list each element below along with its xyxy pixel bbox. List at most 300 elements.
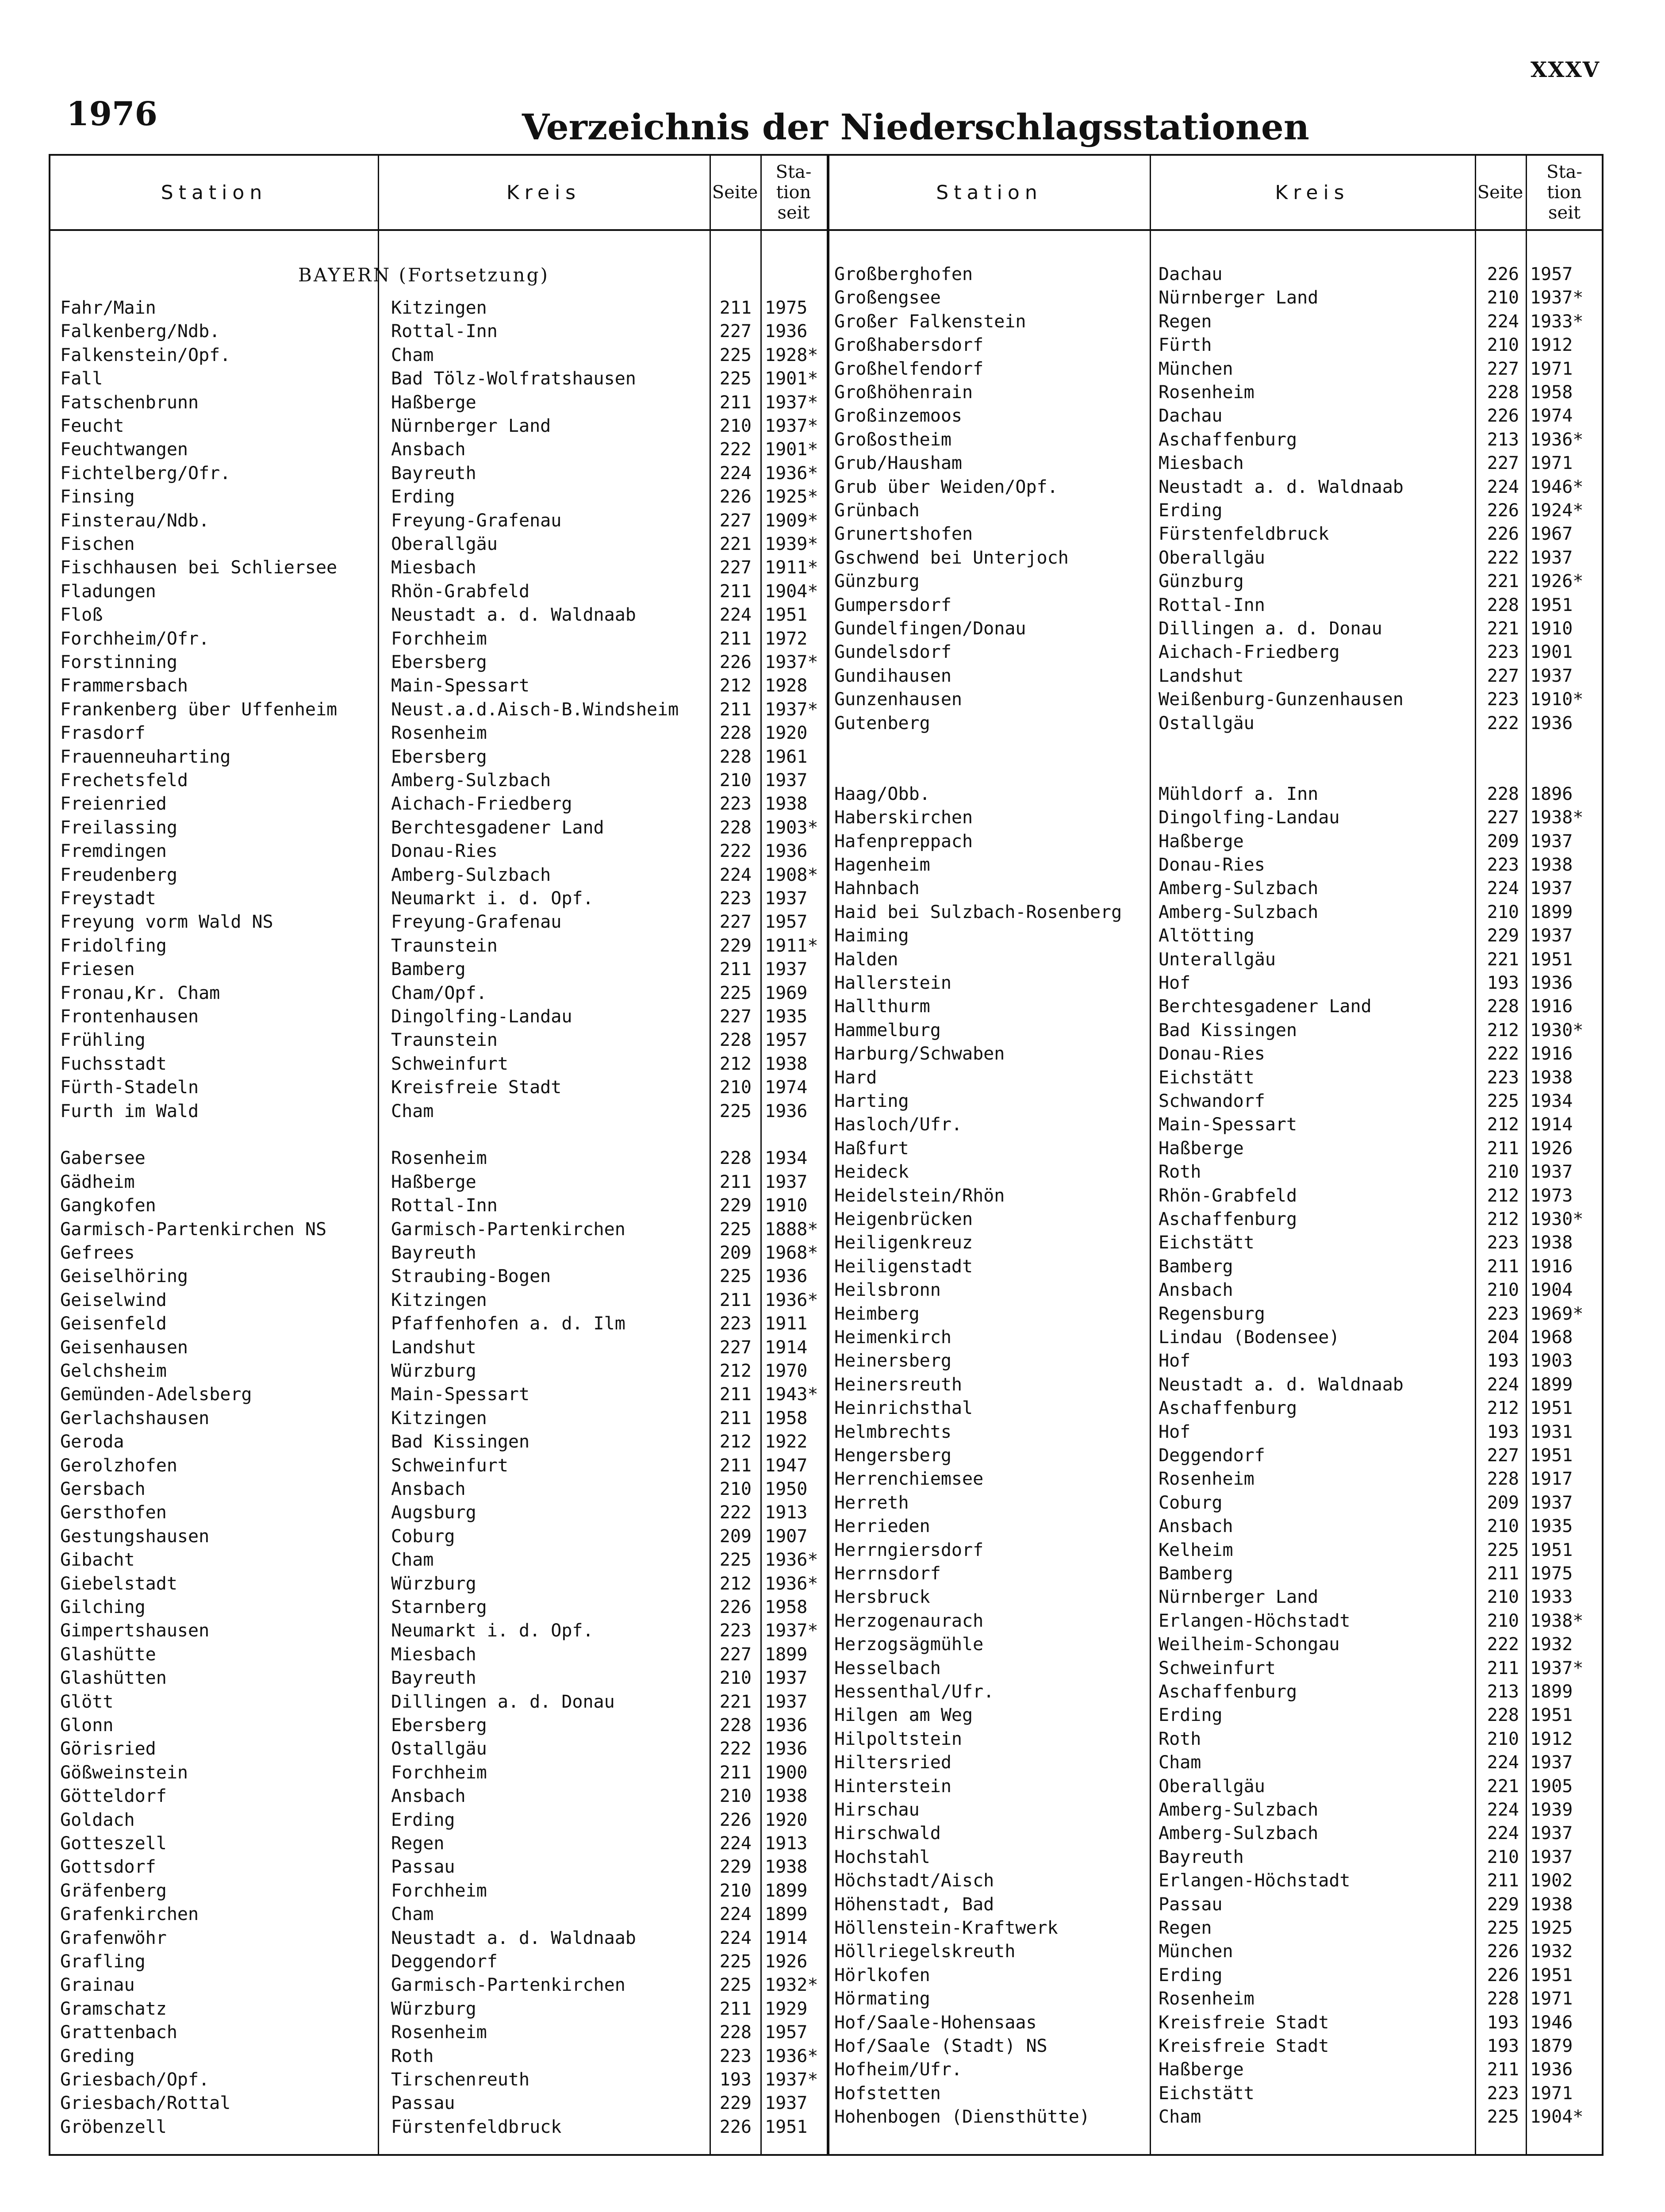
table-row: [50, 1326, 1599, 1349]
seite-number: 229: [719, 1857, 752, 1878]
header-station-seit: [1526, 156, 1603, 229]
seite-number: 224: [1487, 1823, 1519, 1844]
kreis-name: Cham: [391, 1904, 434, 1925]
seite-number: 224: [719, 605, 752, 626]
table-row: [50, 1373, 1599, 1396]
kreis-name: Neustadt a. d. Waldnaab: [1159, 476, 1404, 497]
kreis-name: Amberg-Sulzbach: [1159, 902, 1319, 922]
seite-number: 222: [719, 1739, 752, 1759]
station-since: 1947: [765, 1455, 808, 1476]
kreis-name: Dingolfing-Landau: [1159, 807, 1340, 828]
table-row: [50, 1421, 1599, 1444]
table-row: [50, 617, 1599, 640]
kreis-name: Würzburg: [391, 1361, 476, 1381]
station-name: Hirschau: [834, 1800, 920, 1820]
seite-number: 227: [1487, 1445, 1519, 1466]
station-since: 1934: [1530, 1091, 1573, 1111]
kreis-name: Weilheim-Schongau: [1159, 1634, 1340, 1655]
station-name: Heigenbrücken: [834, 1209, 973, 1229]
station-since: 1913: [765, 1833, 808, 1854]
station-since: 1936: [765, 1266, 808, 1287]
seite-number: 226: [719, 487, 752, 507]
station-name: Hörlkofen: [834, 1965, 930, 1985]
seite-number: 225: [719, 1550, 752, 1571]
station-name: Geiselhöring: [60, 1266, 188, 1287]
seite-number: 221: [1487, 949, 1519, 970]
station-name: Gädheim: [60, 1171, 135, 1192]
station-since: 1912: [1530, 335, 1573, 356]
seite-number: 228: [1487, 783, 1519, 804]
station-name: Friesen: [60, 959, 135, 980]
kreis-name: Cham/Opf.: [391, 983, 487, 1003]
station-since: 1937: [1530, 878, 1573, 899]
station-name: Hirschwald: [834, 1823, 941, 1844]
seite-number: 210: [1487, 1280, 1519, 1301]
seite-number: 226: [1487, 524, 1519, 545]
seite-number: 212: [1487, 1114, 1519, 1135]
station-name: Frammersbach: [60, 676, 188, 696]
kreis-name: Erding: [1159, 1965, 1223, 1985]
kreis-name: Amberg-Sulzbach: [1159, 1823, 1319, 1844]
kreis-name: Pfaffenhofen a. d. Ilm: [391, 1313, 625, 1334]
seite-number: 222: [719, 439, 752, 460]
seite-number: 223: [1487, 2083, 1519, 2104]
kreis-name: Bayreuth: [391, 1243, 476, 1263]
seite-number: 211: [719, 1455, 752, 1476]
station-name: Herrnsdorf: [834, 1563, 941, 1584]
station-name: Görisried: [60, 1739, 156, 1759]
seite-number: 222: [719, 1502, 752, 1523]
kreis-name: Aichach-Friedberg: [391, 794, 572, 814]
station-name: Fladungen: [60, 581, 156, 602]
kreis-name: Neust.a.d.Aisch-B.Windsheim: [391, 699, 679, 720]
kreis-name: Cham: [1159, 1752, 1201, 1773]
station-name: Höchstadt/Aisch: [834, 1870, 994, 1891]
kreis-name: Starnberg: [391, 1597, 487, 1617]
kreis-name: Berchtesgadener Land: [1159, 996, 1372, 1017]
station-since: 1958: [1530, 382, 1573, 403]
station-since: 1937: [765, 770, 808, 791]
station-name: Großhabersdorf: [834, 335, 984, 356]
table-row: [50, 1208, 1599, 1231]
seite-number: 209: [719, 1243, 752, 1263]
kreis-name: Ebersberg: [391, 746, 487, 767]
station-since: 1917: [1530, 1469, 1573, 1490]
kreis-name: Rottal-Inn: [1159, 595, 1265, 615]
station-since: 1925*: [765, 487, 818, 507]
station-since: 1899: [765, 1880, 808, 1901]
seite-number: 225: [1487, 1091, 1519, 1111]
station-name: Hinterstein: [834, 1776, 951, 1797]
kreis-name: Schweinfurt: [1159, 1658, 1276, 1678]
kreis-name: Erding: [1159, 1705, 1223, 1726]
station-name: Gefrees: [60, 1243, 135, 1263]
seite-number: 223: [1487, 689, 1519, 710]
station-name: Hörmating: [834, 1989, 930, 2009]
kreis-name: Hof: [1159, 1421, 1191, 1442]
seite-number: 228: [1487, 382, 1519, 403]
station-since: 1937: [1530, 831, 1573, 852]
station-since: 1931: [1530, 1421, 1573, 1442]
kreis-name: Hof: [1159, 973, 1191, 993]
seite-number: 210: [719, 1077, 752, 1098]
station-name: Gimpertshausen: [60, 1621, 210, 1641]
kreis-name: Nürnberger Land: [391, 416, 551, 436]
kreis-name: Neustadt a. d. Waldnaab: [1159, 1374, 1404, 1395]
kreis-name: Amberg-Sulzbach: [1159, 878, 1319, 899]
station-name: Gemünden-Adelsberg: [60, 1384, 252, 1405]
kreis-name: Tirschenreuth: [391, 2070, 530, 2090]
station-name: Hagenheim: [834, 855, 930, 875]
station-name: Greding: [60, 2046, 135, 2066]
kreis-name: Erding: [391, 1809, 455, 1830]
seite-number: 211: [719, 1290, 752, 1310]
kreis-name: Ostallgäu: [391, 1739, 487, 1759]
station-name: Hof/Saale-Hohensaas: [834, 2012, 1037, 2033]
seite-number: 210: [1487, 902, 1519, 922]
station-name: Glonn: [60, 1715, 114, 1736]
kreis-name: Oberallgäu: [1159, 1776, 1265, 1797]
kreis-name: Nürnberger Land: [1159, 1587, 1319, 1608]
station-since: 1911: [765, 1313, 808, 1334]
station-name: Frasdorf: [60, 723, 146, 744]
station-since: 1938: [765, 1786, 808, 1807]
kreis-name: Deggendorf: [1159, 1445, 1265, 1466]
kreis-name: Main-Spessart: [391, 676, 530, 696]
seite-number: 226: [1487, 264, 1519, 284]
seite-number: 211: [719, 628, 752, 649]
seite-number: 228: [719, 2022, 752, 2043]
station-name: Gabersee: [60, 1148, 146, 1169]
station-since: 1937: [1530, 1752, 1573, 1773]
table-row: [50, 1586, 1599, 1609]
station-name: Freyung vorm Wald NS: [60, 912, 273, 933]
table-row: [50, 1279, 1599, 1302]
station-since: 1957: [765, 912, 808, 933]
header-seit-line: tion: [776, 182, 811, 203]
station-name: Grünbach: [834, 500, 920, 521]
kreis-name: Coburg: [1159, 1492, 1223, 1513]
kreis-name: Bamberg: [391, 959, 466, 980]
seite-number: 193: [1487, 1351, 1519, 1371]
seite-number: 224: [719, 1904, 752, 1925]
seite-number: 193: [1487, 2036, 1519, 2056]
station-name: Geisenhausen: [60, 1337, 188, 1358]
station-name: Heideck: [834, 1162, 909, 1183]
header-seit-line: seit: [1548, 203, 1581, 223]
station-since: 1922: [765, 1432, 808, 1452]
kreis-name: Nürnberger Land: [1159, 288, 1319, 308]
station-name: Grattenbach: [60, 2022, 177, 2043]
table-row: [50, 1609, 1599, 1632]
table-row: [50, 1751, 1599, 1774]
station-name: Fronau,Kr. Cham: [60, 983, 220, 1003]
kreis-name: Cham: [391, 1101, 434, 1121]
kreis-name: Oberallgäu: [1159, 547, 1265, 568]
station-name: Harting: [834, 1091, 909, 1111]
table-row: [50, 1869, 1599, 1892]
station-name: Gutenberg: [834, 713, 930, 733]
kreis-name: Fürstenfeldbruck: [391, 2116, 562, 2137]
seite-number: 227: [719, 1006, 752, 1027]
station-table: [49, 154, 1604, 2156]
station-since: 1901*: [765, 439, 818, 460]
kreis-name: Passau: [391, 1857, 455, 1878]
table-row: [50, 948, 1599, 971]
seite-number: 221: [719, 1691, 752, 1712]
kreis-name: Rhön-Grabfeld: [1159, 1185, 1297, 1206]
seite-number: 226: [1487, 1965, 1519, 1985]
station-name: Gößweinstein: [60, 1762, 188, 1783]
kreis-name: Regen: [391, 1833, 445, 1854]
station-name: Fuchsstadt: [60, 1053, 167, 1074]
kreis-name: Aschaffenburg: [1159, 1682, 1297, 1702]
header-station-seit: [760, 156, 827, 229]
table-row: [50, 1019, 1599, 1042]
kreis-name: Kitzingen: [391, 1408, 487, 1429]
station-since: 1911*: [765, 557, 818, 578]
station-name: Gräfenberg: [60, 1880, 167, 1901]
header-kreis: Kreis: [506, 181, 581, 204]
station-since: 1957: [1530, 264, 1573, 284]
station-name: Gramschatz: [60, 1998, 167, 2019]
kreis-name: Ansbach: [391, 1479, 466, 1499]
kreis-name: Neumarkt i. d. Opf.: [391, 888, 594, 909]
kreis-name: Rosenheim: [391, 723, 487, 744]
table-row: [50, 664, 1599, 687]
station-since: 1902: [1530, 1870, 1573, 1891]
station-since: 1928*: [765, 345, 818, 365]
seite-number: 225: [719, 345, 752, 365]
station-name: Giebelstadt: [60, 1573, 177, 1594]
station-name: Hochstahl: [834, 1847, 930, 1867]
station-name: Geiselwind: [60, 1290, 167, 1310]
station-since: 1901*: [765, 369, 818, 389]
station-name: Grunertshofen: [834, 524, 973, 545]
station-since: 1920: [765, 1809, 808, 1830]
station-name: Hessenthal/Ufr.: [834, 1682, 994, 1702]
table-row: [50, 1775, 1599, 1798]
station-since: 1933*: [1530, 311, 1584, 332]
station-name: Großhelfendorf: [834, 358, 984, 379]
seite-number: 228: [1487, 996, 1519, 1017]
station-since: 1888*: [765, 1219, 818, 1240]
kreis-name: Ebersberg: [391, 1715, 487, 1736]
kreis-name: Kreisfreie Stadt: [1159, 2036, 1329, 2056]
station-name: Grafling: [60, 1951, 146, 1972]
kreis-name: Rottal-Inn: [391, 1195, 498, 1216]
station-name: Hofheim/Ufr.: [834, 2059, 962, 2080]
station-since: 1908*: [765, 864, 818, 885]
kreis-name: Bamberg: [1159, 1256, 1233, 1277]
station-name: Fall: [60, 369, 103, 389]
station-name: Fahr/Main: [60, 298, 156, 318]
station-name: Hiltersried: [834, 1752, 951, 1773]
station-name: Furth im Wald: [60, 1101, 199, 1121]
seite-number: 221: [719, 534, 752, 554]
station-since: 1972: [765, 628, 808, 649]
station-since: 1939*: [765, 534, 818, 554]
station-name: Goldach: [60, 1809, 135, 1830]
station-name: Gumpersdorf: [834, 595, 951, 615]
table-row: [50, 1846, 1599, 1869]
seite-number: 227: [1487, 807, 1519, 828]
station-name: Herrenchiemsee: [834, 1469, 984, 1490]
table-row: [50, 522, 1599, 545]
table-row: [50, 286, 1599, 309]
station-name: Gibacht: [60, 1550, 135, 1571]
station-since: 1926: [1530, 1138, 1573, 1159]
station-since: 1946: [1530, 2012, 1573, 2033]
station-since: 1899: [765, 1644, 808, 1665]
section-label: BAYERN (Fortsetzung): [298, 264, 549, 286]
station-name: Hilgen am Weg: [834, 1705, 973, 1726]
table-row: [50, 1657, 1599, 1680]
station-since: 1920: [765, 723, 808, 744]
station-name: Gerlachshausen: [60, 1408, 210, 1429]
station-name: Geroda: [60, 1432, 124, 1452]
kreis-name: Würzburg: [391, 1998, 476, 2019]
header-seit-line: tion: [1547, 182, 1582, 203]
station-name: Fürth-Stadeln: [60, 1077, 199, 1098]
seite-number: 227: [1487, 358, 1519, 379]
kreis-name: Landshut: [391, 1337, 476, 1358]
table-row: [50, 1964, 1599, 1987]
station-name: Falkenstein/Opf.: [60, 345, 231, 365]
kreis-name: Erding: [1159, 500, 1223, 521]
station-since: 1930*: [1530, 1209, 1584, 1229]
kreis-name: Unterallgäu: [1159, 949, 1276, 970]
kreis-name: Ansbach: [1159, 1280, 1233, 1301]
kreis-name: Donau-Ries: [391, 841, 498, 862]
table-row: [50, 1467, 1599, 1490]
kreis-name: Rosenheim: [1159, 382, 1255, 403]
seite-number: 211: [719, 1384, 752, 1405]
seite-number: 210: [1487, 1587, 1519, 1608]
station-since: 1932: [1530, 1634, 1573, 1655]
station-name: Herzogenaurach: [834, 1610, 984, 1631]
station-since: 1910*: [1530, 689, 1584, 710]
table-row: [50, 1066, 1599, 1089]
station-name: Hilpoltstein: [834, 1728, 962, 1749]
kreis-name: Roth: [391, 2046, 434, 2066]
table-row: [50, 594, 1599, 617]
seite-number: 224: [1487, 1800, 1519, 1820]
station-name: Grafenkirchen: [60, 1904, 199, 1925]
station-name: Herzogsägmühle: [834, 1634, 984, 1655]
station-since: 1937*: [765, 416, 818, 436]
seite-number: 210: [1487, 1162, 1519, 1183]
station-since: 1937*: [765, 652, 818, 672]
seite-number: 222: [1487, 547, 1519, 568]
station-since: 1932: [1530, 1941, 1573, 1962]
station-since: 1957: [765, 2022, 808, 2043]
seite-number: 210: [1487, 1728, 1519, 1749]
kreis-name: Miesbach: [391, 557, 476, 578]
seite-number: 228: [719, 723, 752, 744]
table-row: [50, 381, 1599, 404]
kreis-name: Donau-Ries: [1159, 855, 1265, 875]
kreis-name: Neustadt a. d. Waldnaab: [391, 1928, 636, 1948]
station-name: Harburg/Schwaben: [834, 1044, 1005, 1064]
seite-number: 224: [1487, 476, 1519, 497]
kreis-name: Regen: [1159, 1918, 1212, 1938]
table-row: [50, 924, 1599, 947]
seite-number: 228: [1487, 595, 1519, 615]
station-name: Gangkofen: [60, 1195, 156, 1216]
station-since: 1970: [765, 1361, 808, 1381]
table-row: [50, 2105, 1599, 2128]
station-since: 1930*: [1530, 1020, 1584, 1041]
station-since: 1914: [765, 1337, 808, 1358]
table-row: [50, 428, 1599, 451]
kreis-name: Ansbach: [391, 1786, 466, 1807]
station-name: Götteldorf: [60, 1786, 167, 1807]
kreis-name: Erding: [391, 487, 455, 507]
table-row: [50, 2011, 1599, 2034]
table-row: [50, 1562, 1599, 1585]
station-since: 1901: [1530, 642, 1573, 663]
station-since: 1969: [765, 983, 808, 1003]
seite-number: 221: [1487, 571, 1519, 592]
table-row: [50, 2058, 1599, 2081]
kreis-name: Aschaffenburg: [1159, 429, 1297, 450]
station-name: Gilching: [60, 1597, 146, 1617]
station-name: Grainau: [60, 1975, 135, 1996]
station-since: 1961: [765, 746, 808, 767]
station-name: Höhenstadt, Bad: [834, 1894, 994, 1915]
table-row: [50, 783, 1599, 806]
table-row: [50, 1090, 1599, 1113]
seite-number: 210: [719, 416, 752, 436]
kreis-name: Rottal-Inn: [391, 321, 498, 342]
seite-number: 211: [719, 1762, 752, 1783]
station-since: 1936: [1530, 713, 1573, 733]
kreis-name: Rosenheim: [1159, 1469, 1255, 1490]
kreis-name: Haßberge: [1159, 831, 1244, 852]
seite-number: 225: [719, 1101, 752, 1121]
station-since: 1904: [1530, 1280, 1573, 1301]
kreis-name: Freyung-Grafenau: [391, 912, 562, 933]
kreis-name: Würzburg: [391, 1573, 476, 1594]
header-station: Station: [161, 181, 268, 204]
station-since: 1971: [1530, 453, 1573, 474]
kreis-name: Amberg-Sulzbach: [391, 770, 551, 791]
seite-number: 222: [719, 841, 752, 862]
seite-number: 228: [1487, 1705, 1519, 1726]
seite-number: 227: [1487, 665, 1519, 686]
seite-number: 224: [1487, 311, 1519, 332]
table-row: [50, 712, 1599, 735]
station-since: 1950: [765, 1479, 808, 1499]
seite-number: 225: [719, 1266, 752, 1287]
seite-number: 224: [719, 1928, 752, 1948]
seite-number: 211: [719, 959, 752, 980]
station-since: 1951: [1530, 1445, 1573, 1466]
kreis-name: Straubing-Bogen: [391, 1266, 551, 1287]
station-name: Garmisch-Partenkirchen NS: [60, 1219, 327, 1240]
seite-number: 210: [719, 1786, 752, 1807]
station-name: Gottsdorf: [60, 1857, 156, 1878]
kreis-name: Lindau (Bodensee): [1159, 1327, 1340, 1348]
station-since: 1936*: [765, 1290, 818, 1310]
station-since: 1904*: [1530, 2107, 1584, 2128]
station-name: Hallthurm: [834, 996, 930, 1017]
kreis-name: Garmisch-Partenkirchen: [391, 1975, 625, 1996]
table-row: [50, 830, 1599, 853]
page-year: 1976: [66, 95, 157, 133]
kreis-name: Schwandorf: [1159, 1091, 1265, 1111]
